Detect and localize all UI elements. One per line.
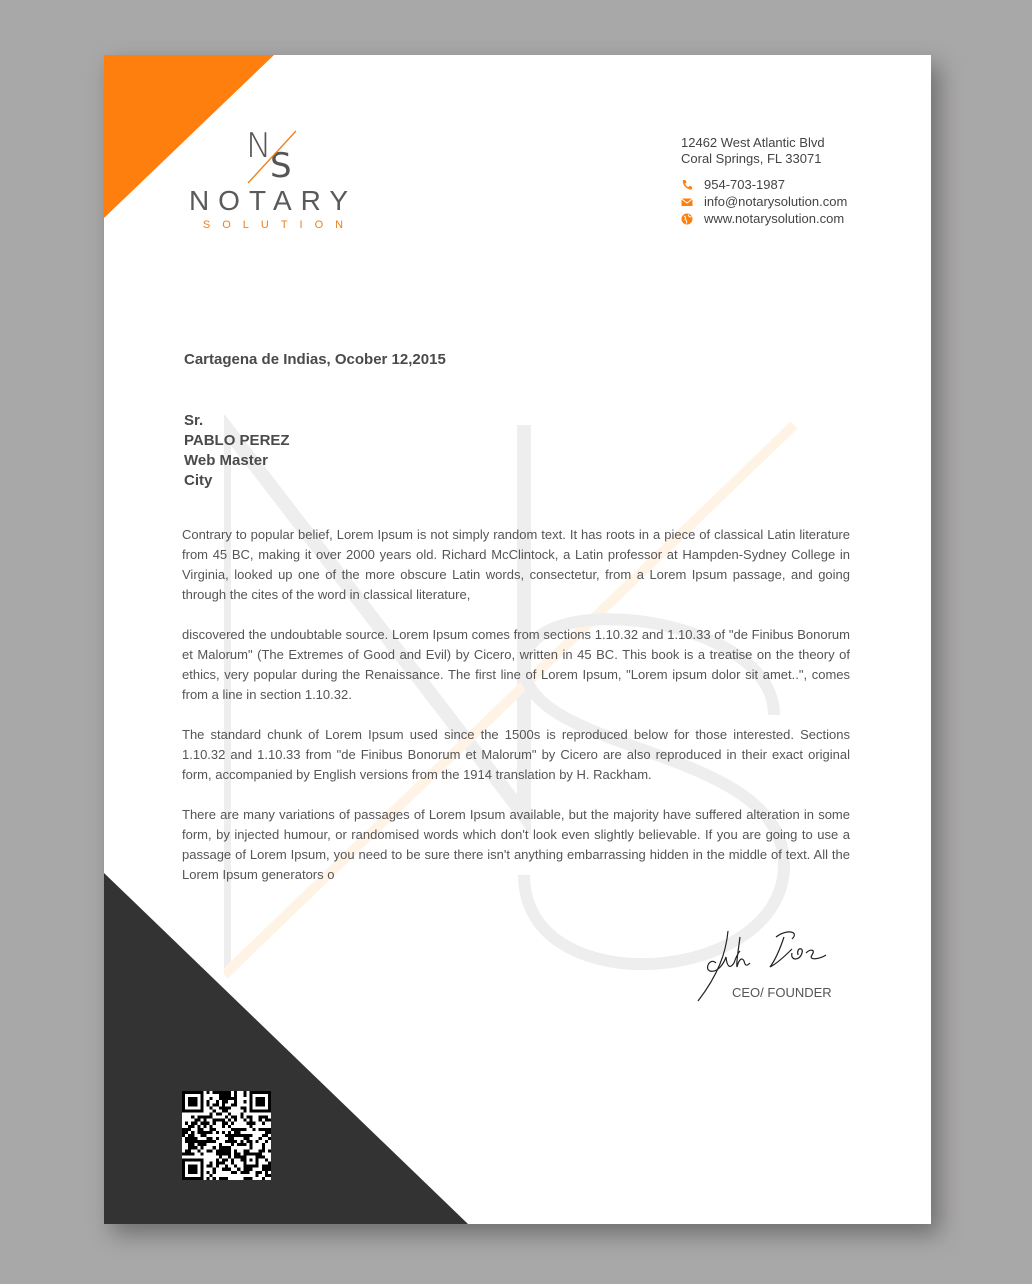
paragraph-1: Contrary to popular belief, Lorem Ipsum is not simply random text. It has roots in a piece of classical Latin literature from 45 BC, making it over 2000 years old. Richard McClintock, a Latin professor at Hampden-Sydney College in Virginia, looked up one of the more obscure Latin words, consectetur, from a Lorem Ipsum passage, and going through the cites of the word in classical literature, <box>182 527 850 602</box>
monogram <box>246 126 300 186</box>
contact-website <box>681 210 847 227</box>
address-line-2: Coral Springs, FL 33071 <box>681 151 822 166</box>
email-text[interactable]: info@notarysolution.com <box>704 194 848 209</box>
recipient-city: City <box>184 472 213 489</box>
letter-date: Cartagena de Indias, Ocober 12,2015 <box>184 351 446 368</box>
recipient-salutation: Sr. <box>184 412 204 429</box>
phone-icon <box>681 179 693 191</box>
paragraph-3: The standard chunk of Lorem Ipsum used since the 1500s is reproduced below for those interested. Sections 1.10.32 and 1.10.33 from "de Finibus Bonorum et Malorum" by Cicero are also reproduced in their exact original form, accompanied by English versions from the 1914 translation by H. Rackham. <box>182 727 850 782</box>
logo-name: NOTARY <box>188 185 358 216</box>
phone-text[interactable]: 954-703-1987 <box>704 177 785 192</box>
recipient-block <box>184 411 290 491</box>
contact-list <box>681 176 847 227</box>
mail-icon <box>681 196 693 208</box>
signer-title: CEO/ FOUNDER <box>732 985 832 1000</box>
address-line-1: 12462 West Atlantic Blvd <box>681 135 825 150</box>
company-logo <box>180 127 366 237</box>
website-text[interactable]: www.notarysolution.com <box>704 211 845 226</box>
letter-body <box>182 525 850 905</box>
contact-email <box>681 193 847 210</box>
company-address <box>681 135 825 167</box>
contact-phone <box>681 176 847 193</box>
monogram-s: S <box>270 146 292 186</box>
paragraph-4: There are many variations of passages of Lorem Ipsum available, but the majority have suffered alteration in some form, by injected humour, or randomised words which don't look even slightly believable. If you are going to use a passage of Lorem Ipsum, you need to be sure there isn't anything embarrassing hidden in the middle of text. All the Lorem Ipsum generators o <box>182 807 850 882</box>
qr-code <box>182 1091 271 1180</box>
logo-tagline: SOLUTION <box>202 219 356 231</box>
globe-icon <box>681 213 693 225</box>
paragraph-2: discovered the undoubtable source. Lorem Ipsum comes from sections 1.10.32 and 1.10.33 of "de Finibus Bonorum et Malorum" (The Extremes of Good and Evil) by Cicero, written in 45 BC. This book is a treatise on the theory of ethics, very popular during the Renaissance. The first line of Lorem Ipsum, "Lorem ipsum dolor sit amet..", comes from a line in section 1.10.32. <box>182 627 850 702</box>
recipient-role: Web Master <box>184 452 268 469</box>
recipient-name: PABLO PEREZ <box>184 432 290 449</box>
letterhead-page <box>104 55 931 1224</box>
monogram-slash <box>246 126 300 185</box>
monogram-n: N <box>246 126 272 166</box>
